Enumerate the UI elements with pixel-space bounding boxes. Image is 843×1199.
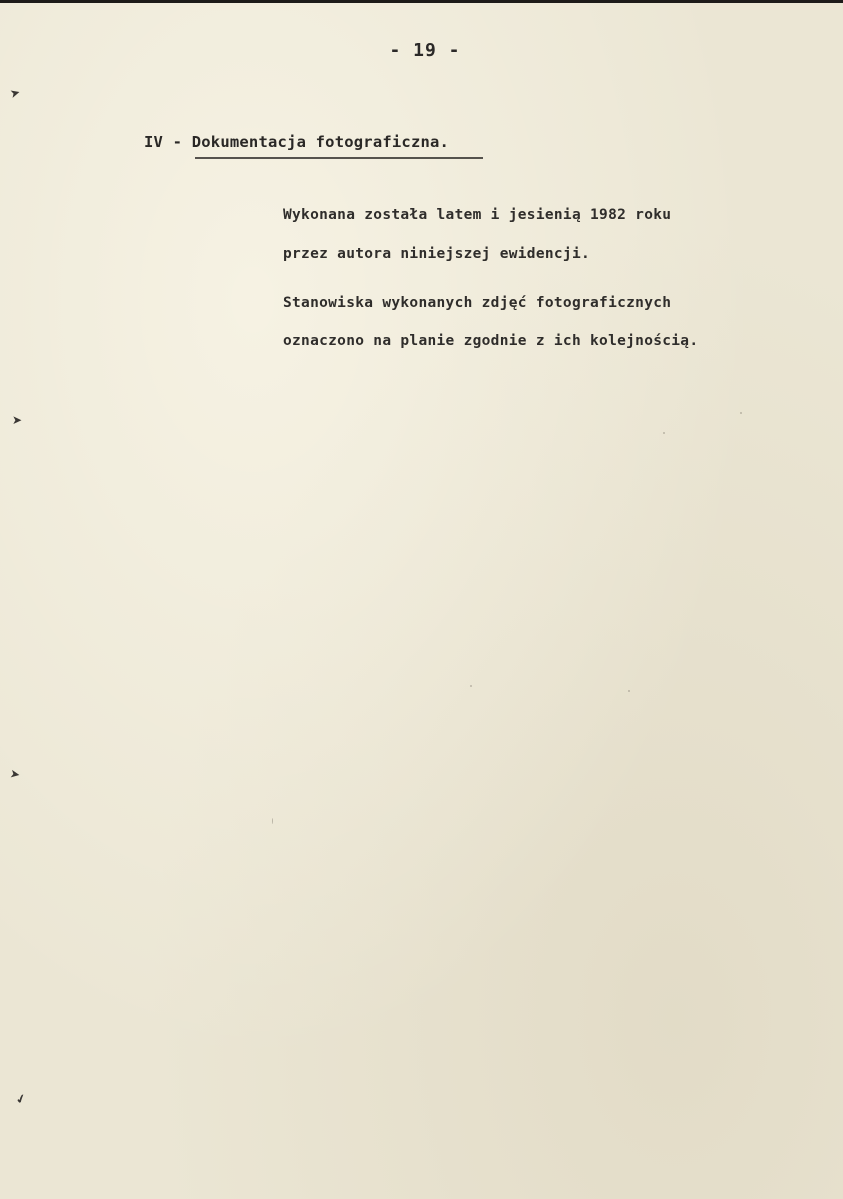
section-dash: -: [172, 133, 183, 151]
binding-hole-mark-icon: ➤: [12, 413, 23, 427]
binding-hole-mark-icon: ➤: [8, 84, 22, 102]
paper-speck: [470, 685, 472, 687]
paragraph-1-line-2: przez autora niniejszej ewidencji.: [283, 246, 591, 262]
paragraph-2-line-1: Stanowiska wykonanych zdjęć fotograficznych: [283, 295, 672, 311]
page-number: - 19 -: [389, 40, 461, 61]
section-title-underline: [195, 157, 483, 159]
scan-top-edge: [0, 0, 843, 3]
binding-hole-mark-icon: ➤: [8, 766, 22, 782]
paper-speck: [272, 818, 273, 824]
paper-speck: [628, 690, 630, 692]
paper-speck: [663, 432, 665, 434]
section-title: Dokumentacja fotograficzna.: [191, 133, 450, 151]
paper-speck: [740, 412, 742, 414]
section-numeral: IV: [144, 133, 164, 151]
paragraph-1-line-1: Wykonana została latem i jesienią 1982 roku: [283, 207, 672, 223]
section-heading: [144, 133, 449, 151]
paragraph-2-line-2: oznaczono na planie zgodnie z ich kolejnością.: [283, 333, 699, 349]
binding-hole-mark-icon: ✔: [13, 1090, 29, 1108]
